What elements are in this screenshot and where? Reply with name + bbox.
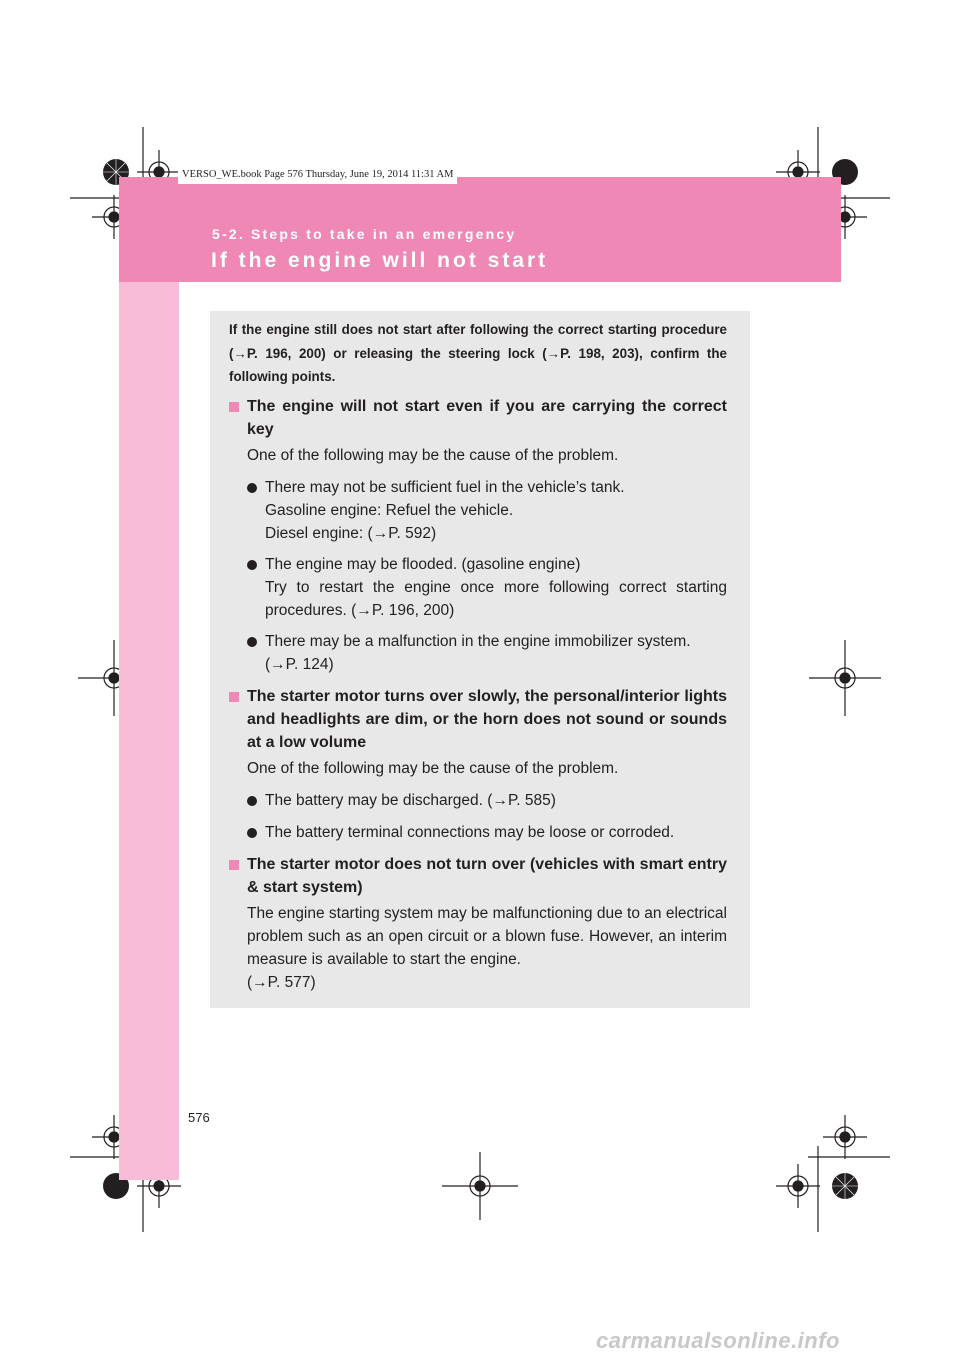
watermark: carmanualsonline.info <box>596 1328 840 1353</box>
bullet-detail: Try to restart the engine once more following correct starting procedures. (→P. 196, 200) <box>265 579 727 619</box>
section-label: 5-2. Steps to take in an emergency <box>212 226 517 242</box>
dot-bullet-icon <box>247 828 257 838</box>
file-info: VERSO_WE.book Page 576 Thursday, June 19, 2014 11:31 AM <box>178 166 457 184</box>
bullet-detail: Gasoline engine: Refuel the vehicle. Diesel engine: (→P. 592) <box>265 502 514 542</box>
bullet-lead: The battery may be discharged. (→P. 585) <box>265 792 556 809</box>
section-title: The starter motor turns over slowly, the personal/interior lights and headlights are dim, or the horn does not sound or sounds at a low volume <box>247 688 727 751</box>
section-body: One of the following may be the cause of the problem. <box>247 447 619 464</box>
bullet-lead: There may not be sufficient fuel in the vehicle’s tank. <box>265 479 625 496</box>
section-title: The starter motor does not turn over (vehicles with smart entry & start system) <box>247 856 727 896</box>
intro-text: If the engine still does not start after following the correct starting procedure (→P. 196, 200) or releasing the steering lock (→P. 198, 203), confirm the following points. <box>229 322 727 384</box>
list-item <box>247 476 727 545</box>
section-title: The engine will not start even if you are carrying the correct key <box>247 398 727 438</box>
dot-bullet-icon <box>247 483 257 493</box>
section-wrong-key <box>229 395 727 467</box>
list-item <box>247 630 727 676</box>
list-item <box>247 821 727 844</box>
square-bullet-icon <box>229 402 239 412</box>
list-item <box>247 789 727 812</box>
dot-bullet-icon <box>247 637 257 647</box>
section-starter-no-turn <box>229 853 727 994</box>
bullet-lead: The battery terminal connections may be loose or corroded. <box>265 824 675 841</box>
square-bullet-icon <box>229 860 239 870</box>
dot-bullet-icon <box>247 560 257 570</box>
bullet-lead: There may be a malfunction in the engine immobilizer system. <box>265 633 691 650</box>
dot-bullet-icon <box>247 796 257 806</box>
page-number: 576 <box>188 1110 210 1125</box>
list-item <box>247 553 727 622</box>
section-body: The engine starting system may be malfunctioning due to an electrical problem such as an open circuit or a blown fuse. However, an interim measure is available to start the engine. <box>247 905 727 968</box>
section-body: One of the following may be the cause of the problem. <box>247 760 619 777</box>
side-band <box>119 282 179 1180</box>
page-title: If the engine will not start <box>211 249 549 272</box>
section-reference: (→P. 577) <box>247 974 316 991</box>
square-bullet-icon <box>229 692 239 702</box>
section-slow-starter <box>229 685 727 780</box>
bullet-lead: The engine may be flooded. (gasoline engine) <box>265 556 581 573</box>
bullet-detail: (→P. 124) <box>265 656 334 673</box>
